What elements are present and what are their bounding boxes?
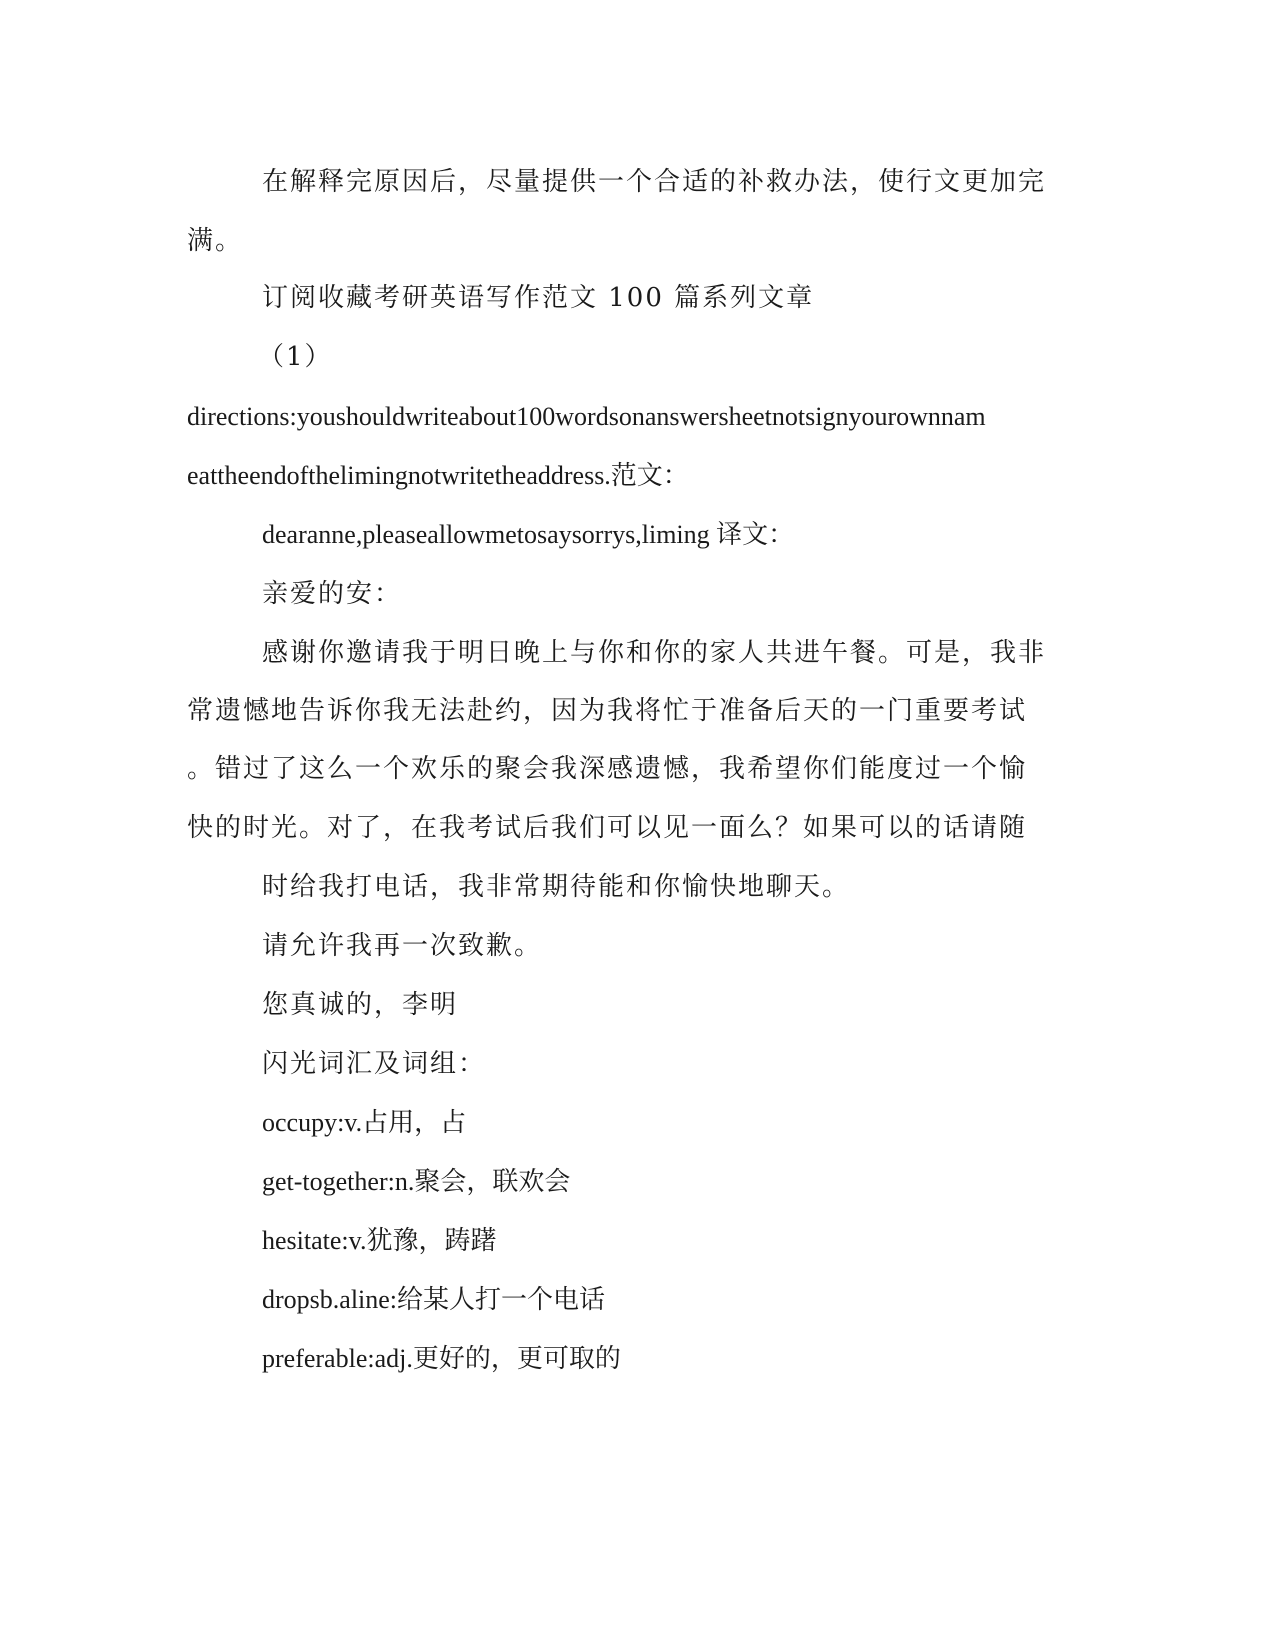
item-number: （1） [258, 342, 333, 372]
translation-line: 时给我打电话，我非常期待能和你愉快地聊天。 [262, 872, 851, 902]
translation-line: 常遗憾地告诉你我无法赴约，因为我将忙于准备后天的一门重要考试 [187, 696, 1028, 726]
signature-line: 您真诚的，李明 [262, 990, 459, 1020]
translation-line: 快的时光。对了，在我考试后我们可以见一面么？如果可以的话请随 [187, 813, 1028, 843]
vocabulary-item: hesitate:v.犹豫，踌躇 [262, 1226, 497, 1255]
paragraph-line: 满。 [187, 226, 244, 256]
sample-line: dearanne,pleaseallowmetosaysorrys,liming 译文： [262, 520, 795, 549]
vocabulary-heading: 闪光词汇及词组： [262, 1049, 487, 1079]
paragraph-line: 在解释完原因后，尽量提供一个合适的补救办法，使行文更加完 [262, 167, 1047, 197]
closing-line: 请允许我再一次致歉。 [262, 931, 543, 961]
translation-line: 感谢你邀请我于明日晚上与你和你的家人共进午餐。可是，我非 [262, 638, 1047, 668]
vocabulary-item: preferable:adj.更好的，更可取的 [262, 1344, 621, 1373]
directions-line: directions:youshouldwriteabout100wordsonanswersheetnotsignyourownnam [187, 402, 986, 431]
salutation-line: 亲爱的安： [262, 579, 403, 609]
series-title-line: 订阅收藏考研英语写作范文 100 篇系列文章 [262, 283, 815, 313]
vocabulary-item: get-together:n.聚会，联欢会 [262, 1167, 571, 1196]
directions-line: eattheendofthelimingnotwritetheaddress.范文： [187, 461, 689, 490]
vocabulary-item: occupy:v.占用，占 [262, 1108, 467, 1137]
translation-line: 。错过了这么一个欢乐的聚会我深感遗憾，我希望你们能度过一个愉 [187, 754, 1028, 784]
vocabulary-item: dropsb.aline:给某人打一个电话 [262, 1285, 606, 1314]
